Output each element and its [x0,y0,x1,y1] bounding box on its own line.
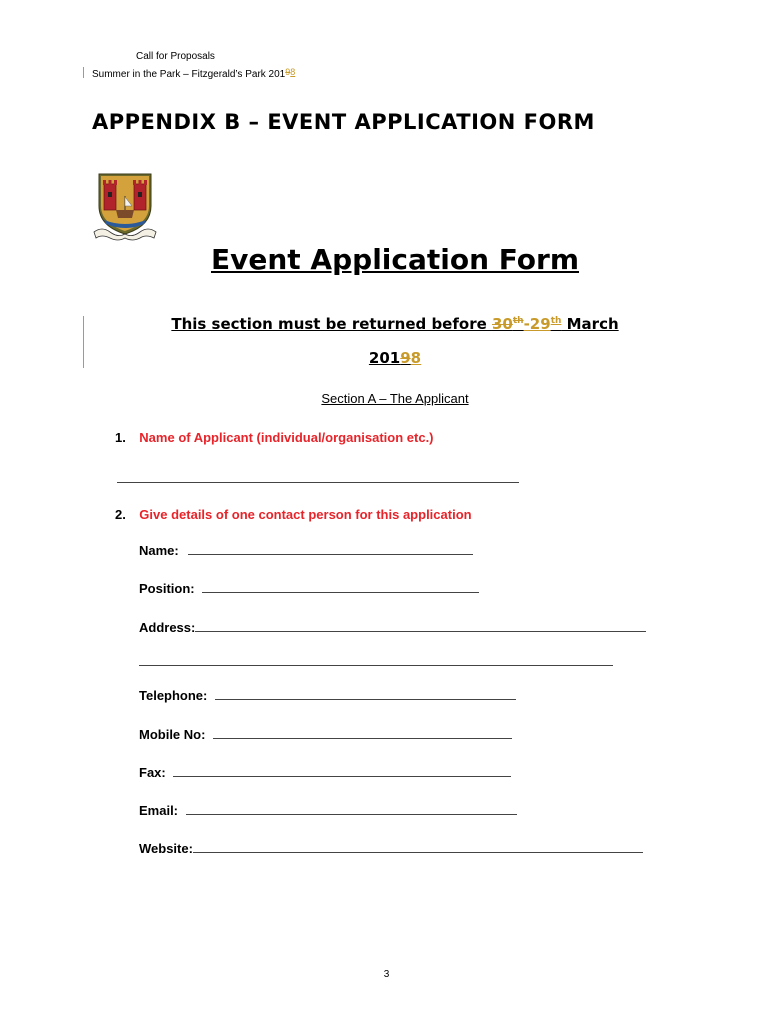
fax-field-row [139,765,511,780]
position-field-row [139,581,479,596]
page-number: 3 [383,969,390,980]
return-deadline-year [0,349,770,367]
return-notice-text: This section must be returned before [171,315,492,333]
address-line-2[interactable] [139,654,613,666]
telephone-line[interactable] [215,688,516,700]
inserted-day: -29 [523,315,551,333]
mobile-line[interactable] [213,727,512,739]
coat-of-arms-icon [92,170,158,242]
telephone-field-row [139,688,516,703]
mobile-label: Mobile No: [139,727,206,742]
deleted-day: 30 [491,315,513,333]
header-call-for-proposals: Call for Proposals [136,51,215,62]
website-label: Website: [139,841,193,856]
appendix-title: APPENDIX B – EVENT APPLICATION FORM [92,110,595,134]
inserted-digit: 8 [290,67,296,77]
fax-label: Fax: [139,765,166,780]
deleted-day-suffix: th [512,316,524,326]
mobile-field-row [139,727,512,742]
email-field-row [139,803,517,818]
return-notice-month: March [561,315,619,333]
name-field-row [139,543,473,558]
year-prefix: 201 [368,349,401,367]
email-label: Email: [139,803,179,818]
fax-line[interactable] [173,765,511,777]
deleted-digit: 9 [285,67,291,77]
form-title: Event Application Form [211,243,579,276]
address-label: Address: [139,620,196,635]
address-field-row [139,620,646,635]
question-1-text: Name of Applicant (individual/organisation etc.) [139,430,434,445]
deleted-year-digit: 9 [400,349,411,367]
inserted-year-digit: 8 [410,349,422,367]
name-label: Name: [139,543,179,558]
website-line[interactable] [193,841,643,853]
header-event-title [92,69,295,80]
address-line-1[interactable] [195,620,646,632]
position-line[interactable] [202,581,479,593]
website-field-row [139,841,643,856]
inserted-day-suffix: th [550,316,562,326]
name-line[interactable] [188,543,473,555]
question-2 [115,506,472,524]
applicant-name-line[interactable] [117,471,519,483]
telephone-label: Telephone: [139,688,208,703]
email-line[interactable] [186,803,517,815]
header-event-text: Summer in the Park – Fitzgerald’s Park 201 [92,69,286,80]
question-2-number: 2. [115,507,126,522]
question-2-text: Give details of one contact person for this application [139,507,472,522]
question-1 [115,429,434,447]
return-deadline-notice [0,315,770,333]
section-heading: Section A – The Applicant [321,391,469,406]
change-bar [83,67,84,78]
position-label: Position: [139,581,195,596]
question-1-number: 1. [115,430,126,445]
